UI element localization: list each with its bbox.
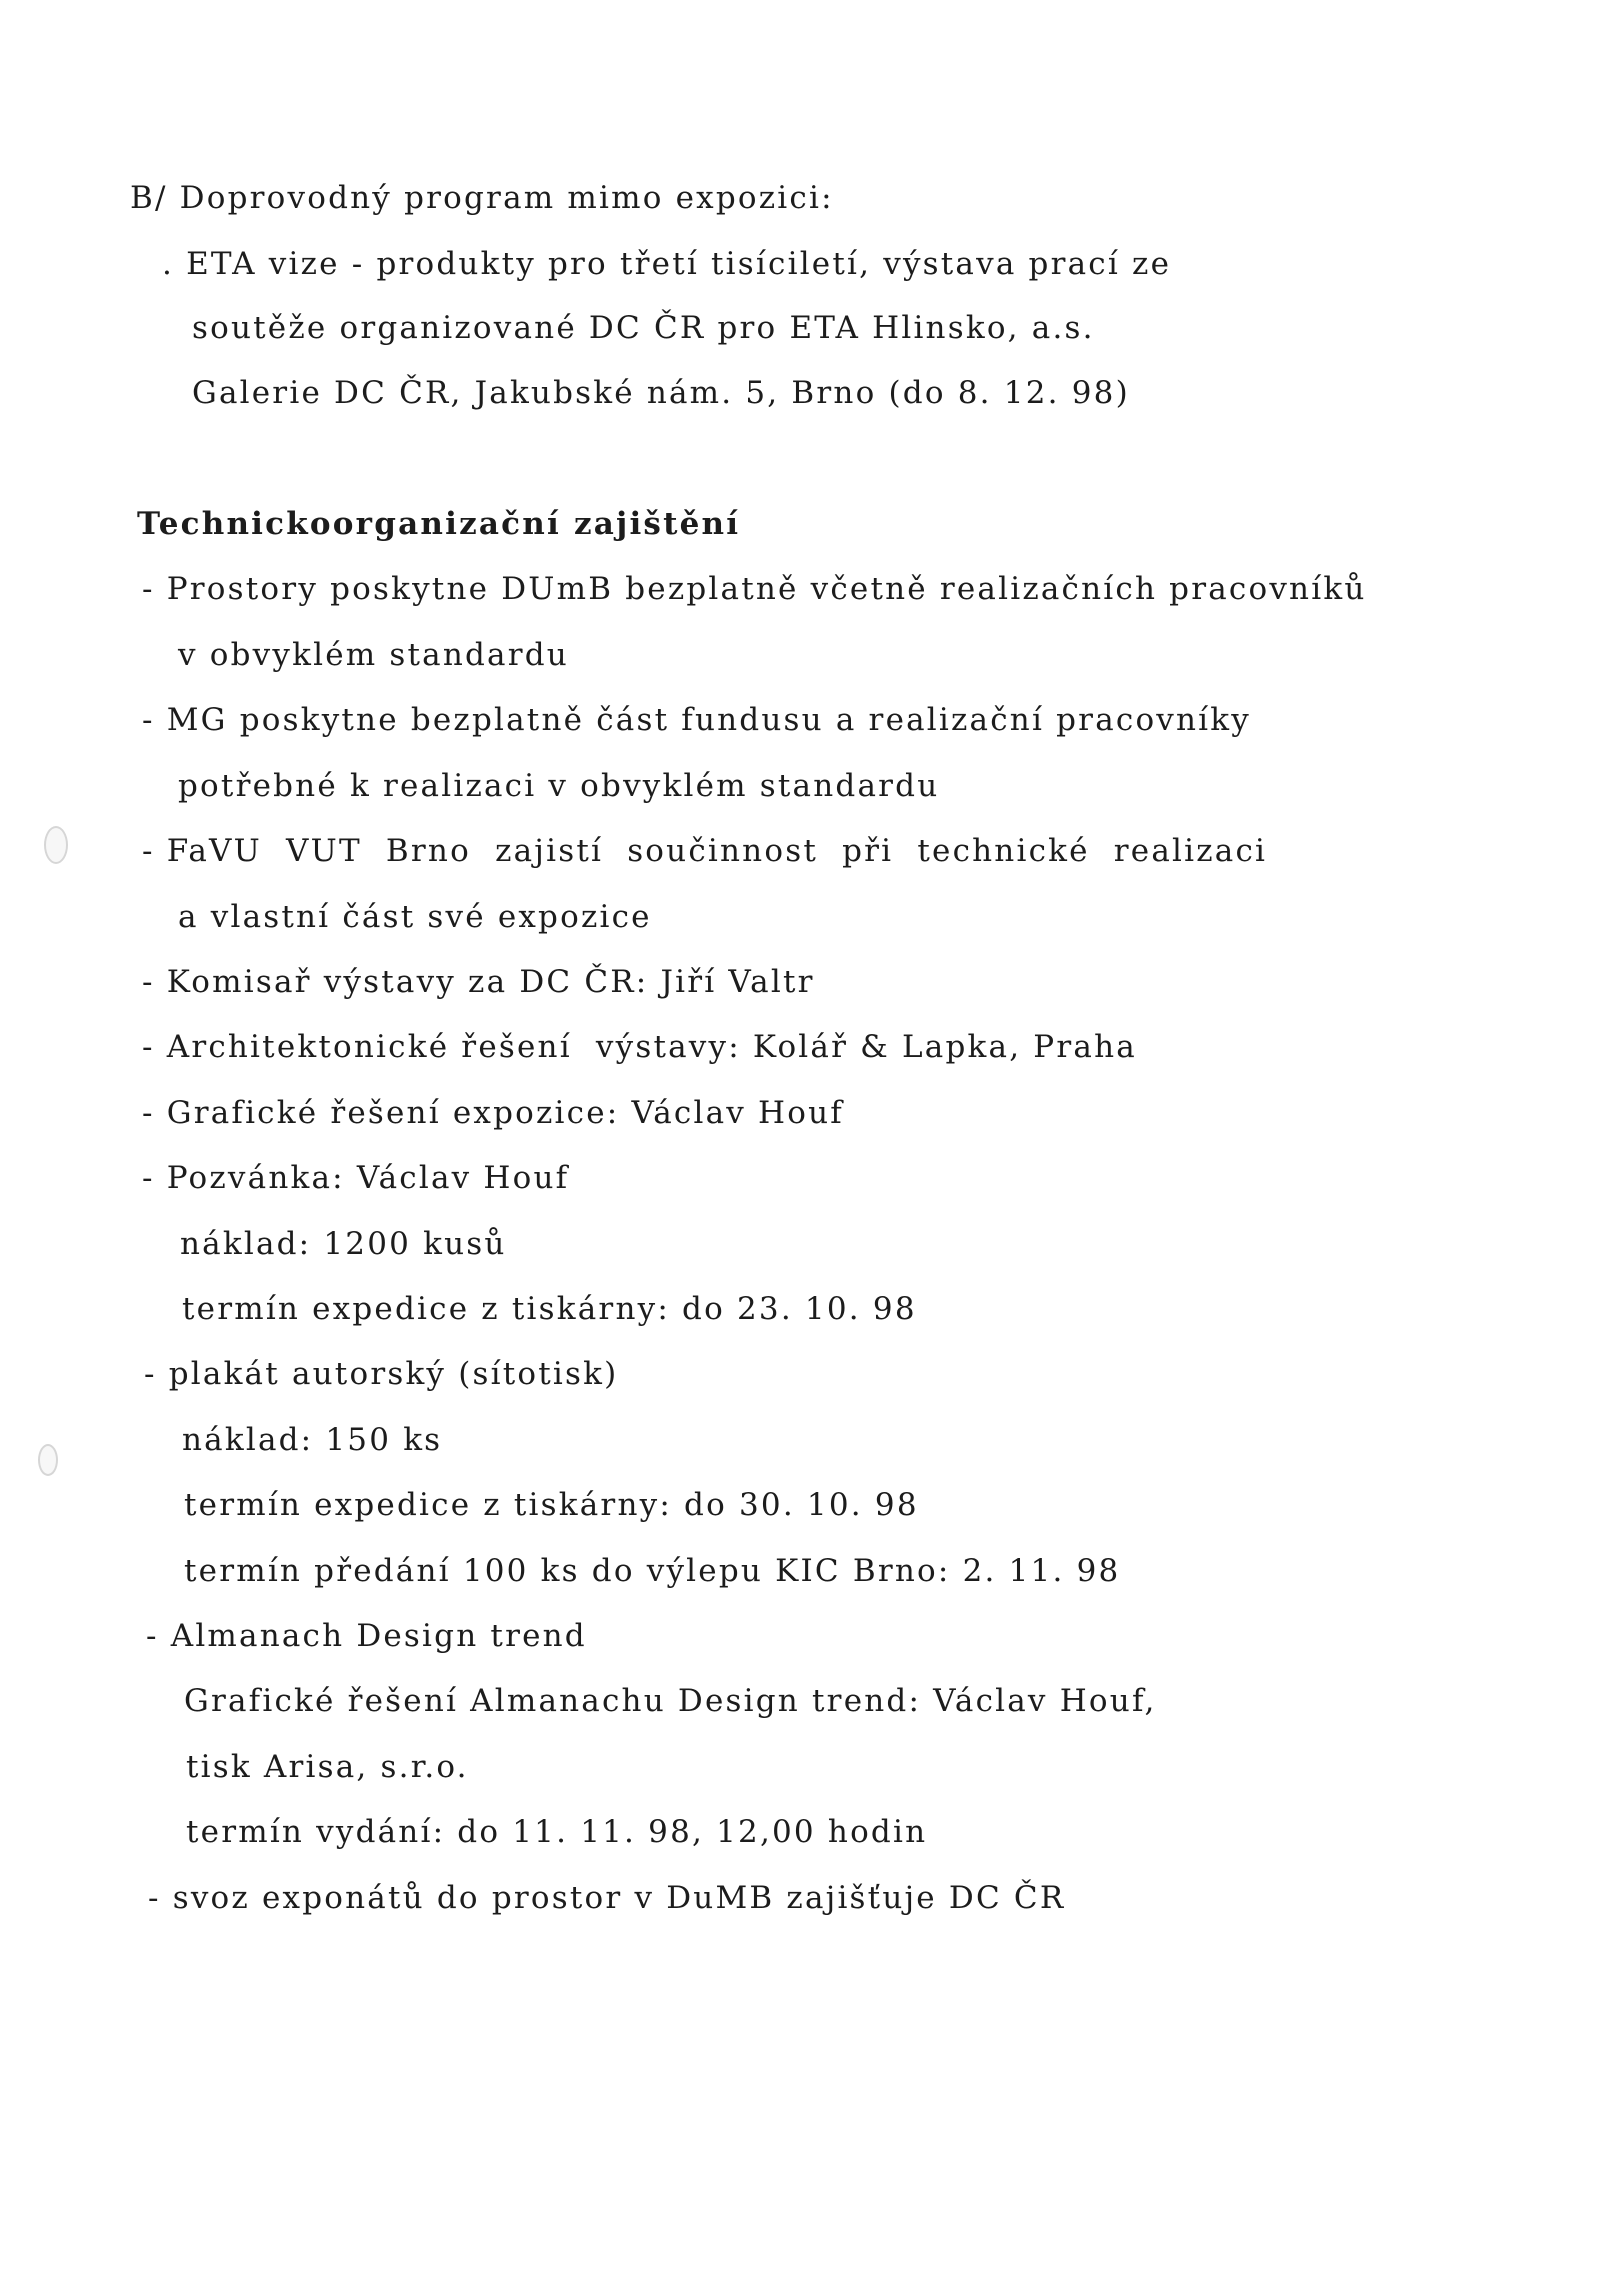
technical-line-15: termín expedice z tiskárny: do 30. 10. 98 bbox=[184, 1487, 919, 1523]
section-b-line-2: soutěže organizované DC ČR pro ETA Hlinsko, a.s. bbox=[192, 310, 1095, 346]
technical-line-8: - Architektonické řešení výstavy: Kolář & Lapka, Praha bbox=[142, 1029, 1137, 1065]
technical-line-5: - FaVU VUT Brno zajistí součinnost při technické realizaci bbox=[142, 833, 1268, 869]
technical-line-12: termín expedice z tiskárny: do 23. 10. 98 bbox=[182, 1291, 917, 1327]
section-b-line-3: Galerie DC ČR, Jakubské nám. 5, Brno (do 8. 12. 98) bbox=[192, 375, 1130, 411]
technical-line-20: termín vydání: do 11. 11. 98, 12,00 hodin bbox=[186, 1814, 928, 1850]
technical-line-14: náklad: 150 ks bbox=[182, 1422, 443, 1458]
punch-hole-lower bbox=[38, 1444, 58, 1476]
technical-line-17: - Almanach Design trend bbox=[146, 1618, 587, 1654]
section-b-title: B/ Doprovodný program mimo expozici: bbox=[130, 180, 834, 216]
technical-line-6: a vlastní část své expozice bbox=[178, 899, 652, 935]
technical-line-4: potřebné k realizaci v obvyklém standardu bbox=[178, 768, 940, 804]
paper-fold-mark bbox=[0, 0, 83, 61]
technical-line-2: v obvyklém standardu bbox=[178, 637, 569, 673]
technical-line-7: - Komisař výstavy za DC ČR: Jiří Valtr bbox=[142, 964, 815, 1000]
technical-line-16: termín předání 100 ks do výlepu KIC Brno: 2. 11. 98 bbox=[184, 1553, 1121, 1589]
technical-line-3: - MG poskytne bezplatně část fundusu a realizační pracovníky bbox=[142, 702, 1251, 738]
section-b-line-1: . ETA vize - produkty pro třetí tisíciletí, výstava prací ze bbox=[162, 246, 1172, 282]
technical-line-10: - Pozvánka: Václav Houf bbox=[142, 1160, 570, 1196]
technical-line-19: tisk Arisa, s.r.o. bbox=[186, 1749, 469, 1785]
technical-line-21: - svoz exponátů do prostor v DuMB zajišťuje DC ČR bbox=[148, 1880, 1066, 1916]
technical-line-13: - plakát autorský (sítotisk) bbox=[144, 1356, 619, 1392]
technical-line-9: - Grafické řešení expozice: Václav Houf bbox=[142, 1095, 844, 1131]
punch-hole-upper bbox=[44, 826, 68, 864]
technical-line-1: - Prostory poskytne DUmB bezplatně včetně realizačních pracovníků bbox=[142, 571, 1367, 607]
technical-heading: Technickoorganizační zajištění bbox=[137, 506, 741, 542]
technical-line-11: náklad: 1200 kusů bbox=[180, 1226, 507, 1262]
technical-line-18: Grafické řešení Almanachu Design trend: Václav Houf, bbox=[184, 1683, 1157, 1719]
